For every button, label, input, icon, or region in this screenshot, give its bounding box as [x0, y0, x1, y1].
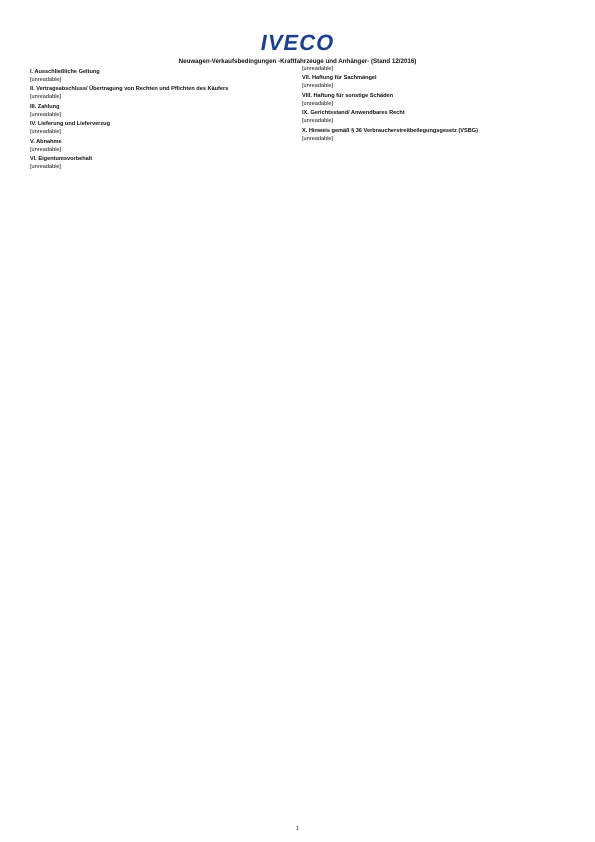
section	[30, 69, 298, 83]
section-heading: X. Hinweis gemäß § 36 Verbraucherstreitbeilegungsgesetz (VSBG)	[302, 127, 478, 134]
section-text: [unreadable]	[302, 135, 334, 142]
section-heading: I. Ausschließliche Geltung	[30, 69, 100, 75]
page-number: 1	[295, 826, 300, 832]
page-header	[0, 30, 595, 65]
section-heading: V. Abnahme	[30, 138, 62, 145]
section-heading: IV. Lieferung und Lieferverzug	[30, 121, 110, 128]
left-column	[30, 66, 298, 822]
right-column	[302, 66, 570, 822]
section	[302, 66, 570, 72]
section	[30, 139, 298, 153]
section	[302, 75, 570, 89]
document-title: Neuwagen-Verkaufsbedingungen -Kraftfahrzeuge und Anhänger- (Stand 12/2016)	[178, 58, 417, 65]
section-text: [unreadable]	[30, 77, 62, 83]
section	[30, 86, 298, 100]
section-text: [unreadable]	[30, 129, 62, 136]
section-text: [unreadable]	[302, 66, 334, 72]
section	[30, 156, 298, 170]
section	[302, 110, 570, 124]
section-text: [unreadable]	[302, 83, 334, 90]
section	[302, 128, 570, 142]
section-heading: VIII. Haftung für sonstige Schäden	[302, 92, 394, 99]
section	[30, 121, 298, 135]
section-heading: VII. Haftung für Sachmängel	[302, 75, 377, 82]
brand-logo: IVECO	[258, 30, 337, 55]
section-text: [unreadable]	[30, 111, 62, 118]
section	[302, 93, 570, 107]
section-heading: III. Zahlung	[30, 103, 60, 110]
section-heading: II. Vertragsabschluss/ Übertragung von Rechten und Pflichten des Käufers	[30, 86, 229, 93]
section	[30, 104, 298, 118]
section-heading: IX. Gerichtsstand/ Anwendbares Recht	[302, 110, 405, 117]
section-text: [unreadable]	[30, 164, 62, 171]
section-text: [unreadable]	[30, 94, 62, 101]
section-text: [unreadable]	[302, 100, 334, 107]
section-text: [unreadable]	[30, 146, 62, 153]
section-text: [unreadable]	[302, 118, 334, 125]
section-heading: VI. Eigentumsvorbehalt	[30, 156, 93, 163]
